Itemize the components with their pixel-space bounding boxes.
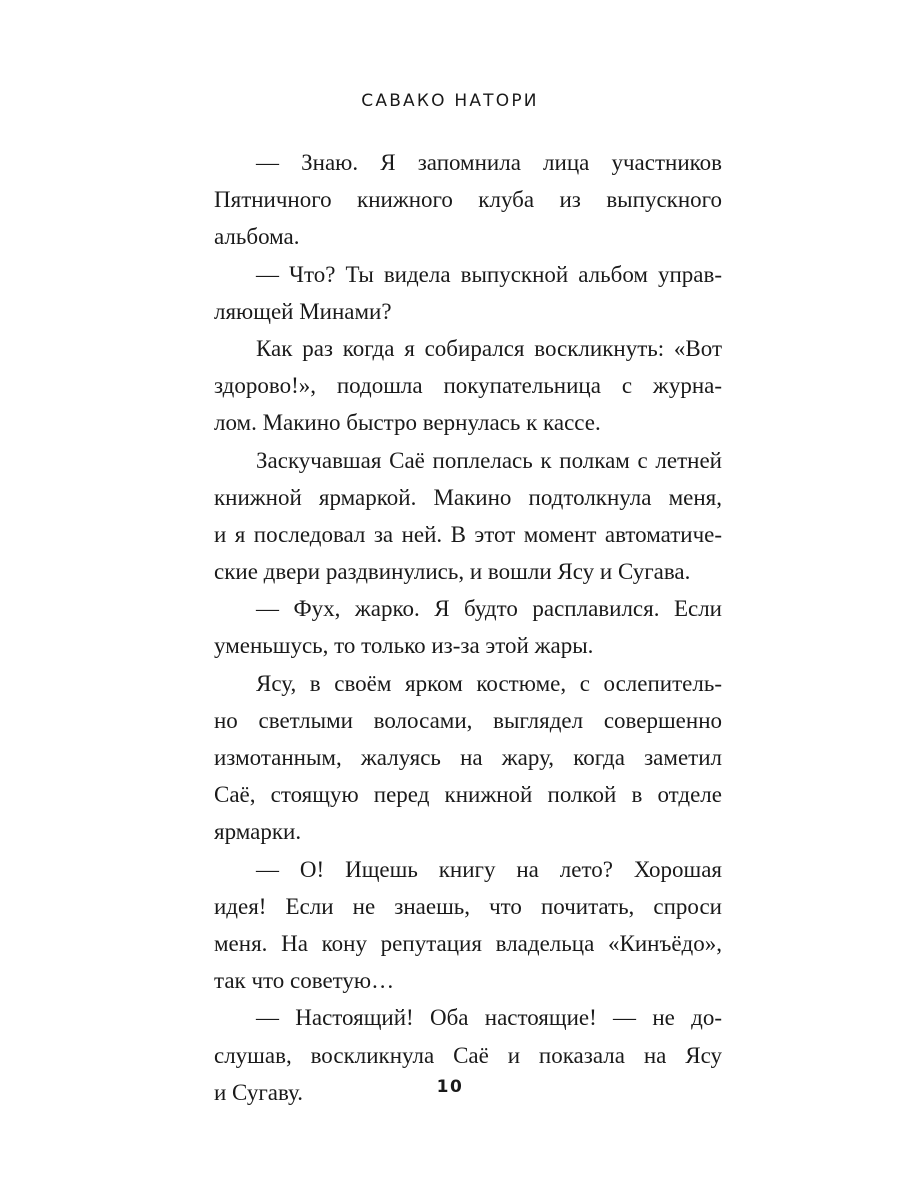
text-line: Ясу, в своём ярком костюме, с ослепитель- — [256, 670, 722, 696]
body-text — [214, 144, 722, 1111]
text-line: — Фух, жарко. Я будто расплавился. Если — [256, 596, 722, 622]
paragraph — [214, 442, 722, 591]
text-line: альбома. — [214, 224, 300, 250]
text-line: ярмарки. — [214, 819, 302, 845]
text-line: Саё, стоящую перед книжной полкой в отделе — [214, 782, 722, 808]
text-line: здорово!», подошла покупательница с журна- — [214, 373, 722, 399]
text-line: ские двери раздвинулись, и вошли Ясу и Сугава. — [214, 559, 691, 585]
text-line: — О! Ищешь книгу на лето? Хорошая — [256, 856, 722, 882]
text-line: — Что? Ты видела выпускной альбом управ- — [256, 261, 722, 287]
running-head: САВАКО НАТОРИ — [361, 91, 539, 111]
paragraph — [214, 851, 722, 1000]
text-line: — Настоящий! Оба настоящие! — не до- — [256, 1005, 722, 1031]
page-number: 10 — [436, 1077, 464, 1097]
text-line: уменьшусь, то только из-за этой жары. — [214, 633, 594, 659]
text-line: измотанным, жалуясь на жару, когда заметил — [214, 745, 722, 770]
paragraph — [214, 256, 722, 330]
text-line: идея! Если не знаешь, что почитать, спроси — [214, 893, 722, 919]
text-line: и я последовал за ней. В этот момент автоматиче- — [214, 521, 722, 547]
text-line: слушав, воскликнула Саё и показала на Ясу — [214, 1042, 722, 1068]
text-line: Пятничного книжного клуба из выпускного — [214, 187, 722, 213]
paragraph — [214, 144, 722, 256]
text-line: ляющей Минами? — [214, 298, 392, 324]
text-line: — Знаю. Я запомнила лица участников — [256, 150, 722, 175]
text-line: но светлыми волосами, выглядел совершенно — [214, 707, 722, 733]
text-line: так что советую… — [214, 968, 395, 994]
text-line: и Сугаву. — [214, 1079, 303, 1105]
text-line: лом. Макино быстро вернулась к кассе. — [214, 410, 601, 436]
text-line: Заскучавшая Саё поплелась к полкам с летней — [256, 447, 722, 473]
paragraph — [214, 590, 722, 664]
text-line: меня. На кону репутация владельца «Кинъёдо», — [214, 930, 722, 956]
paragraph — [214, 665, 722, 851]
text-line: Как раз когда я собирался воскликнуть: «Вот — [256, 335, 722, 361]
text-line: книжной ярмаркой. Макино подтолкнула меня, — [214, 484, 722, 510]
paragraph — [214, 330, 722, 442]
